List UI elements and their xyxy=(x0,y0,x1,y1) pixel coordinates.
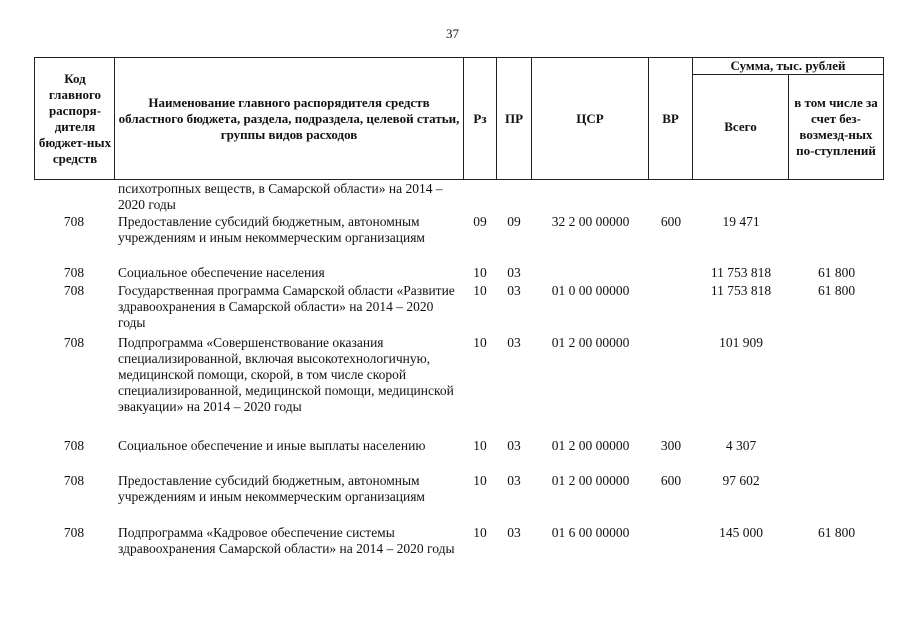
cell-name: психотропных веществ, в Самарской области» на 2014 – 2020 годы xyxy=(118,181,443,212)
cell-rz: 09 xyxy=(473,214,487,229)
cell-incl: 61 800 xyxy=(817,525,856,540)
cell-pr: 03 xyxy=(507,438,521,453)
cell-name: Социальное обеспечение населения xyxy=(118,265,325,280)
header-sum: Сумма, тыс. рублей xyxy=(730,58,846,73)
page-number: 37 xyxy=(446,26,459,41)
cell-vr: 300 xyxy=(660,438,682,453)
cell-code: 708 xyxy=(63,265,85,280)
cell-total: 101 909 xyxy=(719,335,763,350)
cell-total: 19 471 xyxy=(722,214,760,229)
header-total: Всего xyxy=(724,119,757,134)
cell-code: 708 xyxy=(63,335,85,350)
cell-total: 11 753 818 xyxy=(710,283,772,298)
cell-pr: 03 xyxy=(507,283,521,298)
cell-name: Государственная программа Самарской области «Развитие здравоохранения в Самарской области» на 2014 – 2020 годы xyxy=(118,283,455,330)
cell-total: 4 307 xyxy=(725,438,757,453)
cell-name: Подпрограмма «Совершенствование оказания специализированной, включая высокотехнологичную, медицинской помощи, скорой, в том числе скорой специализированной, медицинской помощи, медицинской эвакуации» на 2014 – 2020 годы xyxy=(118,335,454,414)
cell-vr: 600 xyxy=(660,473,682,488)
cell-pr: 09 xyxy=(507,214,521,229)
cell-code: 708 xyxy=(63,283,85,298)
header-code: Код главного распоря-дителя бюджет-ных средств xyxy=(38,70,112,166)
header-pr: ПР xyxy=(504,110,524,126)
cell-csr: 01 6 00 00000 xyxy=(551,525,630,540)
cell-rz: 10 xyxy=(473,265,487,280)
header-vr: ВР xyxy=(662,110,679,126)
header-csr: ЦСР xyxy=(576,110,604,126)
cell-incl: 61 800 xyxy=(817,283,856,298)
cell-rz: 10 xyxy=(473,438,487,453)
cell-csr: 01 0 00 00000 xyxy=(551,283,630,298)
cell-csr: 01 2 00 00000 xyxy=(551,473,630,488)
header-rz: Рз xyxy=(473,110,487,126)
cell-incl: 61 800 xyxy=(817,265,856,280)
cell-name: Предоставление субсидий бюджетным, автономным учреждениям и иным некоммерческим организациям xyxy=(118,214,425,245)
cell-code: 708 xyxy=(63,214,85,229)
cell-rz: 10 xyxy=(473,283,487,298)
header-incl: в том числе за счет без-возмезд-ных по-ступлений xyxy=(794,95,878,158)
cell-csr: 01 2 00 00000 xyxy=(551,335,630,350)
cell-total: 145 000 xyxy=(719,525,763,540)
cell-pr: 03 xyxy=(507,335,521,350)
cell-csr: 01 2 00 00000 xyxy=(551,438,630,453)
cell-name: Предоставление субсидий бюджетным, автономным учреждениям и иным некоммерческим организациям xyxy=(118,473,425,504)
cell-pr: 03 xyxy=(507,473,521,488)
header-divider xyxy=(788,74,789,180)
header-divider xyxy=(114,57,115,180)
cell-vr: 600 xyxy=(660,214,682,229)
cell-total: 11 753 818 xyxy=(710,265,772,280)
cell-pr: 03 xyxy=(507,525,521,540)
header-divider xyxy=(883,57,884,180)
cell-rz: 10 xyxy=(473,525,487,540)
cell-code: 708 xyxy=(63,473,85,488)
cell-name: Подпрограмма «Кадровое обеспечение системы здравоохранения Самарской области» на 2014 – 2020 годы xyxy=(118,525,455,556)
cell-rz: 10 xyxy=(473,335,487,350)
cell-name: Социальное обеспечение и иные выплаты населению xyxy=(118,438,426,453)
header-divider xyxy=(34,57,35,180)
header-name: Наименование главного распорядителя средств областного бюджета, раздела, подраздела, целевой статьи, группы видов расходов xyxy=(118,94,460,142)
cell-pr: 03 xyxy=(507,265,521,280)
cell-csr: 32 2 00 00000 xyxy=(551,214,630,229)
cell-code: 708 xyxy=(63,438,85,453)
cell-code: 708 xyxy=(63,525,85,540)
header-bottom-border xyxy=(34,179,883,180)
cell-rz: 10 xyxy=(473,473,487,488)
cell-total: 97 602 xyxy=(722,473,760,488)
